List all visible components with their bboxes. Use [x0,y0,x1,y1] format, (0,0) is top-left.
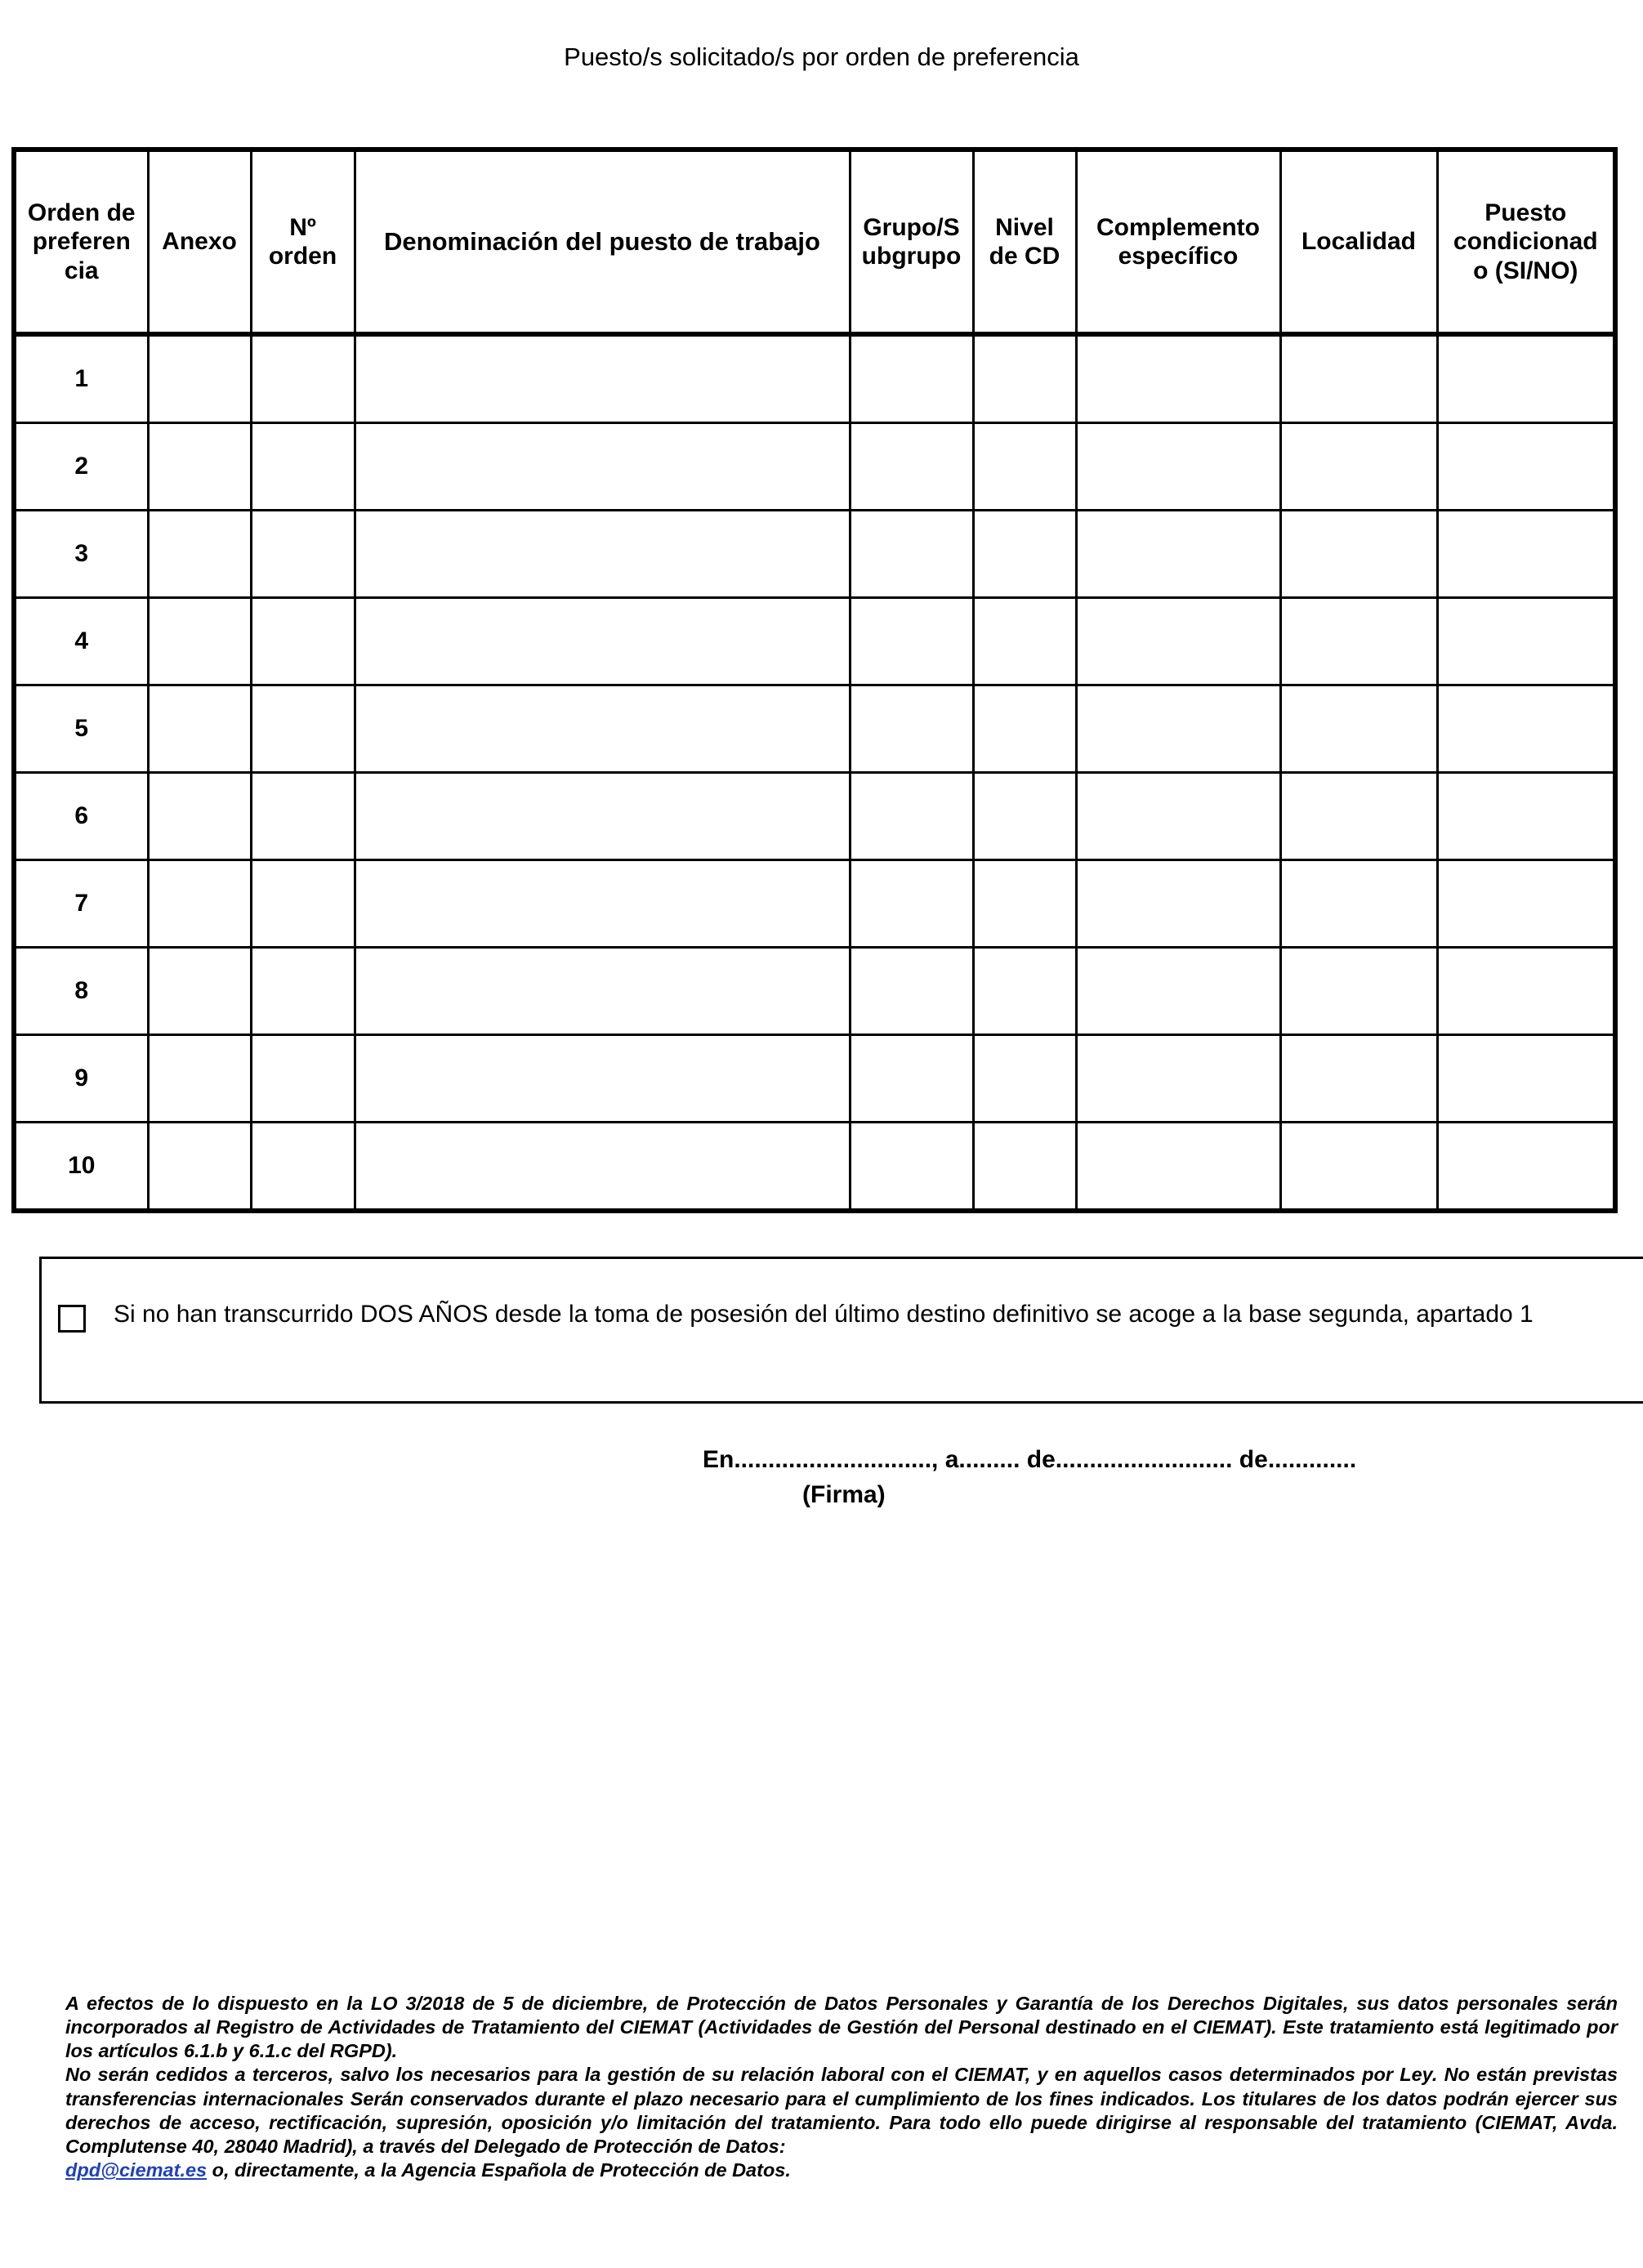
header-anexo: Anexo [148,150,251,334]
row-number: 5 [14,685,148,773]
anexo-cell[interactable] [148,1035,251,1123]
header-orden-preferencia: Orden de preferen cia [14,150,148,334]
row-number: 10 [14,1123,148,1212]
row-number: 2 [14,423,148,511]
nivel-cd-cell[interactable] [973,860,1076,948]
puesto-condicionado-cell[interactable] [1437,1035,1615,1123]
grupo-subgrupo-cell[interactable] [850,1123,973,1212]
anexo-cell[interactable] [148,1123,251,1212]
numero-orden-cell[interactable] [251,860,355,948]
table-row [14,423,1615,511]
table-row [14,1123,1615,1212]
anexo-cell[interactable] [148,334,251,423]
row-number: 8 [14,948,148,1035]
legal-paragraph-1: A efectos de lo dispuesto en la LO 3/2018 de 5 de diciembre, de Protección de Datos Personales y Garantía de los Derechos Digitales, sus datos personales serán incorporados al Registro de Actividades de Tratamiento del CIEMAT (Actividades de Gestión del Personal destinado en el CIEMAT). Este tratamiento está legitimado por los artículos 6.1.b y 6.1.c del RGPD). [65,1993,1618,2062]
header-complemento-especifico: Complemento específico [1076,150,1280,334]
localidad-cell[interactable] [1280,773,1437,860]
two-years-checkbox[interactable] [58,1305,86,1333]
legal-paragraph-2 [65,2063,1618,2182]
table-row [14,511,1615,598]
complemento-cell[interactable] [1076,773,1280,860]
denominacion-cell[interactable] [355,948,850,1035]
table-row [14,1035,1615,1123]
denominacion-cell[interactable] [355,1123,850,1212]
complemento-cell[interactable] [1076,685,1280,773]
numero-orden-cell[interactable] [251,423,355,511]
localidad-cell[interactable] [1280,334,1437,423]
data-protection-notice [65,1992,1618,2182]
row-number: 4 [14,598,148,685]
puesto-condicionado-cell[interactable] [1437,511,1615,598]
denominacion-cell[interactable] [355,598,850,685]
localidad-cell[interactable] [1280,423,1437,511]
puesto-condicionado-cell[interactable] [1437,685,1615,773]
complemento-cell[interactable] [1076,1123,1280,1212]
localidad-cell[interactable] [1280,860,1437,948]
puesto-condicionado-cell[interactable] [1437,860,1615,948]
nivel-cd-cell[interactable] [973,1035,1076,1123]
grupo-subgrupo-cell[interactable] [850,423,973,511]
localidad-cell[interactable] [1280,598,1437,685]
row-number: 1 [14,334,148,423]
puesto-condicionado-cell[interactable] [1437,1123,1615,1212]
anexo-cell[interactable] [148,423,251,511]
puesto-condicionado-cell[interactable] [1437,334,1615,423]
grupo-subgrupo-cell[interactable] [850,773,973,860]
preference-table [11,147,1618,1213]
nivel-cd-cell[interactable] [973,334,1076,423]
localidad-cell[interactable] [1280,948,1437,1035]
numero-orden-cell[interactable] [251,511,355,598]
header-puesto-condicionado: Puesto condicionad o (SI/NO) [1437,150,1615,334]
complemento-cell[interactable] [1076,423,1280,511]
row-number: 7 [14,860,148,948]
table-row [14,598,1615,685]
complemento-cell[interactable] [1076,511,1280,598]
dpd-email-link[interactable]: dpd@ciemat.es [65,2159,208,2181]
grupo-subgrupo-cell[interactable] [850,511,973,598]
puesto-condicionado-cell[interactable] [1437,773,1615,860]
complemento-cell[interactable] [1076,948,1280,1035]
nivel-cd-cell[interactable] [973,685,1076,773]
grupo-subgrupo-cell[interactable] [850,334,973,423]
legal-paragraph-2-text: No serán cedidos a terceros, salvo los necesarios para la gestión de su relación laboral con el CIEMAT, y en aquellos casos determinados por Ley. No están previstas transferencias internacionales Serán conservados durante el plazo necesario para el cumplimiento de los fines indicados. Los titulares de los datos podrán ejercer sus derechos de acceso, rectificación, supresión, oposición y/o limitación del tratamiento. Para todo ello puede dirigirse al responsable del tratamiento (CIEMAT, Avda. Complutense 40, 28040 Madrid), a través del Delegado de Protección de Datos: [65,2064,1618,2157]
nivel-cd-cell[interactable] [973,1123,1076,1212]
numero-orden-cell[interactable] [251,948,355,1035]
grupo-subgrupo-cell[interactable] [850,948,973,1035]
numero-orden-cell[interactable] [251,1123,355,1212]
nivel-cd-cell[interactable] [973,598,1076,685]
header-nivel-cd: Nivel de CD [973,150,1076,334]
row-number: 3 [14,511,148,598]
nivel-cd-cell[interactable] [973,511,1076,598]
denominacion-cell[interactable] [355,511,850,598]
table-row [14,685,1615,773]
row-number: 9 [14,1035,148,1123]
denominacion-cell[interactable] [355,334,850,423]
anexo-cell[interactable] [148,860,251,948]
grupo-subgrupo-cell[interactable] [850,685,973,773]
numero-orden-cell[interactable] [251,334,355,423]
denominacion-cell[interactable] [355,860,850,948]
denominacion-cell[interactable] [355,423,850,511]
nivel-cd-cell[interactable] [973,773,1076,860]
complemento-cell[interactable] [1076,334,1280,423]
header-numero-orden: Nº orden [251,150,355,334]
header-denominacion: Denominación del puesto de trabajo [355,150,850,334]
grupo-subgrupo-cell[interactable] [850,860,973,948]
two-years-notice-text: Si no han transcurrido DOS AÑOS desde la toma de posesión del último destino definitivo se acoge a la base segunda, apartado 1 [114,1301,1534,1328]
nivel-cd-cell[interactable] [973,423,1076,511]
anexo-cell[interactable] [148,511,251,598]
localidad-cell[interactable] [1280,511,1437,598]
anexo-cell[interactable] [148,948,251,1035]
row-number: 6 [14,773,148,860]
grupo-subgrupo-cell[interactable] [850,598,973,685]
denominacion-cell[interactable] [355,1035,850,1123]
place-date-line: En............................., a......... de.......................... de............. [703,1446,1357,1473]
header-grupo-subgrupo: Grupo/S ubgrupo [850,150,973,334]
signature-label: (Firma) [802,1481,886,1508]
table-row [14,948,1615,1035]
anexo-cell[interactable] [148,773,251,860]
localidad-cell[interactable] [1280,1035,1437,1123]
complemento-cell[interactable] [1076,860,1280,948]
numero-orden-cell[interactable] [251,773,355,860]
numero-orden-cell[interactable] [251,1035,355,1123]
denominacion-cell[interactable] [355,685,850,773]
numero-orden-cell[interactable] [251,598,355,685]
table-row [14,860,1615,948]
complemento-cell[interactable] [1076,598,1280,685]
table-header-row [14,150,1615,334]
anexo-cell[interactable] [148,685,251,773]
page-title: Puesto/s solicitado/s por orden de preferencia [564,42,1079,71]
puesto-condicionado-cell[interactable] [1437,598,1615,685]
legal-paragraph-2-end: o, directamente, a la Agencia Española de Protección de Datos. [207,2159,791,2181]
puesto-condicionado-cell[interactable] [1437,948,1615,1035]
table-row [14,334,1615,423]
denominacion-cell[interactable] [355,773,850,860]
localidad-cell[interactable] [1280,1123,1437,1212]
header-localidad: Localidad [1280,150,1437,334]
numero-orden-cell[interactable] [251,685,355,773]
grupo-subgrupo-cell[interactable] [850,1035,973,1123]
complemento-cell[interactable] [1076,1035,1280,1123]
puesto-condicionado-cell[interactable] [1437,423,1615,511]
table-row [14,773,1615,860]
two-years-notice [39,1257,1643,1404]
localidad-cell[interactable] [1280,685,1437,773]
anexo-cell[interactable] [148,598,251,685]
nivel-cd-cell[interactable] [973,948,1076,1035]
